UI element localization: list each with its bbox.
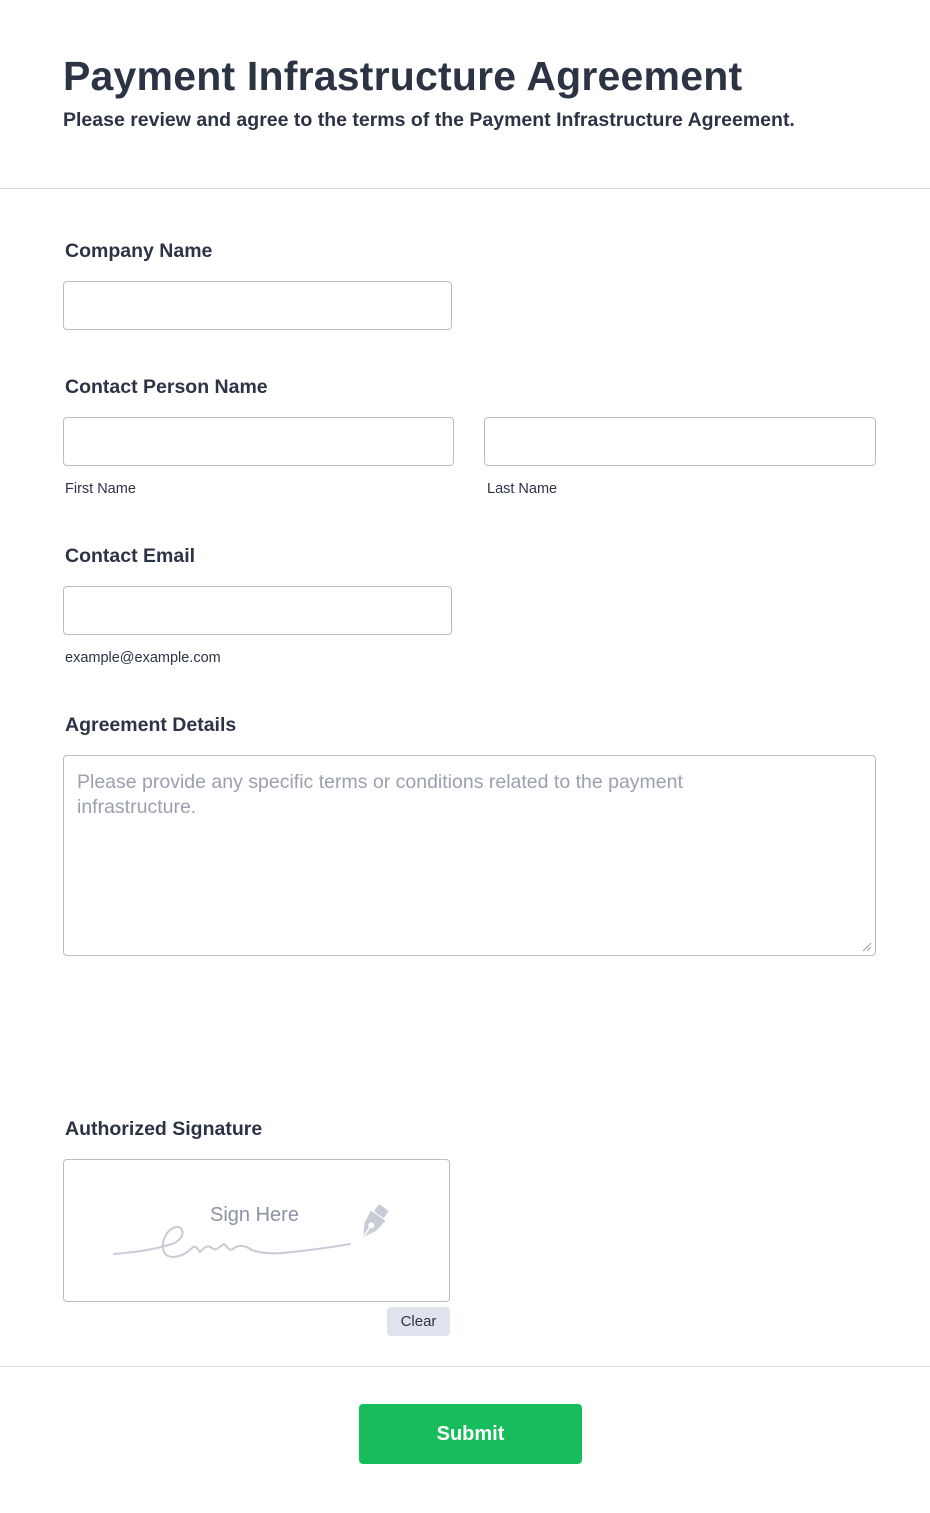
agreement-details-placeholder: Please provide any specific terms or conditions related to the payment infrastructure.: [77, 771, 683, 818]
agreement-details-textarea[interactable]: [63, 755, 876, 956]
submit-button[interactable]: Submit: [359, 1404, 582, 1464]
signature-pad[interactable]: [63, 1159, 450, 1302]
contact-person-label: Contact Person Name: [65, 376, 268, 398]
last-name-input[interactable]: [484, 417, 876, 466]
page-subtitle: Please review and agree to the terms of the Payment Infrastructure Agreement.: [63, 109, 795, 131]
email-sublabel: example@example.com: [65, 650, 221, 666]
clear-signature-button[interactable]: Clear: [387, 1307, 450, 1336]
agreement-details-label: Agreement Details: [65, 714, 237, 736]
header-divider: [0, 188, 930, 189]
contact-email-input[interactable]: [63, 586, 452, 635]
first-name-input[interactable]: [63, 417, 454, 466]
resize-handle-icon[interactable]: [862, 942, 872, 952]
first-name-sublabel: First Name: [65, 481, 136, 497]
last-name-sublabel: Last Name: [487, 481, 558, 497]
signature-label: Authorized Signature: [65, 1118, 263, 1140]
company-name-input[interactable]: [63, 281, 452, 330]
contact-email-label: Contact Email: [65, 545, 196, 567]
form-header: [63, 52, 795, 133]
footer-divider: [0, 1366, 930, 1367]
pen-icon: [350, 1202, 396, 1244]
company-name-label: Company Name: [65, 240, 213, 262]
page-title: Payment Infrastructure Agreement: [63, 53, 743, 99]
sign-here-text: Sign Here: [210, 1204, 299, 1226]
